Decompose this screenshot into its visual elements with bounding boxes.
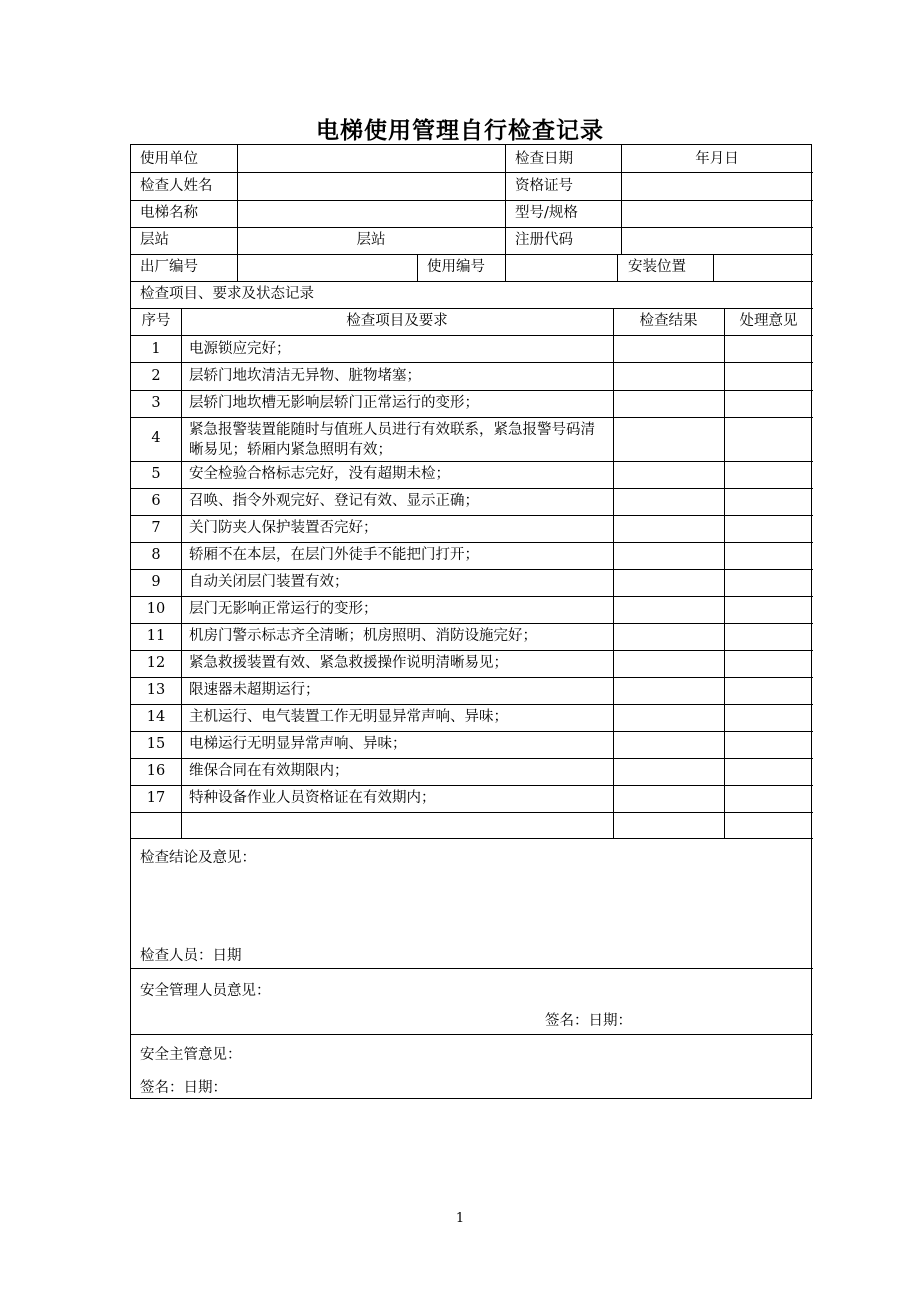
item-no: 14 [146,709,166,725]
item-no: 6 [151,493,161,509]
rule [131,227,813,228]
item-text: 自动关闭层门装置有效； [189,574,349,590]
item-no: 2 [151,368,161,384]
rule [131,281,813,282]
conclusion-label: 检查结论及意见： [140,850,256,866]
elevator-name-label: 电梯名称 [140,205,198,221]
item-text: 紧急救援装置有效、紧急救援操作说明清晰易见； [189,655,508,671]
rule [131,254,813,255]
item-no: 10 [146,601,166,617]
rule [131,200,813,201]
item-no: 11 [146,628,166,644]
item-text: 召唤、指令外观完好、登记有效、显示正确； [189,493,479,509]
item-no: 8 [151,547,161,563]
rule [181,308,182,838]
rule [713,254,714,281]
rule [131,1034,813,1035]
safety-director-sign: 签名：日期： [140,1080,227,1096]
rule [131,758,813,759]
rule [131,650,813,651]
item-no: 4 [151,430,161,446]
item-text: 电源锁应完好； [189,341,291,357]
rule [131,417,813,418]
rule [131,335,813,336]
inspection-form [130,144,812,1099]
item-text: 层轿门地坎槽无影响层轿门正常运行的变形； [189,395,479,411]
rule [505,145,506,281]
check-date-label: 检查日期 [515,151,573,167]
rule [131,542,813,543]
rule [131,731,813,732]
item-text: 紧急报警装置能随时与值班人员进行有效联系，紧急报警号码清晰易见；轿厢内紧急照明有效； [189,422,595,458]
rule [131,515,813,516]
rule [131,704,813,705]
rule [131,968,813,969]
safety-manager-label: 安全管理人员意见： [140,983,271,999]
header-item: 检查项目及要求 [346,313,448,329]
item-no: 17 [146,790,166,806]
item-text: 层门无影响正常运行的变形； [189,601,378,617]
item-text: 维保合同在有效期限内； [189,763,349,779]
rule [617,254,618,281]
item-no: 13 [146,682,166,698]
rule [131,172,813,173]
floors-value: 层站 [356,232,386,248]
item-no: 7 [151,520,161,536]
header-opinion: 处理意见 [739,313,798,329]
page-number: 1 [455,1211,465,1226]
check-date-value: 年月日 [695,151,739,167]
item-no: 5 [151,466,161,482]
model-label: 型号/规格 [515,205,578,221]
rule [131,838,813,839]
page-title: 电梯使用管理自行检查记录 [316,118,604,144]
rule [724,308,725,838]
rule [131,308,813,309]
rule [131,390,813,391]
section-label: 检查项目、要求及状态记录 [140,286,314,302]
reg-code-label: 注册代码 [515,232,573,248]
rule [131,812,813,813]
item-no: 1 [151,341,161,357]
item-text: 轿厢不在本层，在层门外徒手不能把门打开； [189,547,479,563]
rule [237,254,238,281]
floors-label: 层站 [140,232,169,248]
use-no-label: 使用编号 [427,259,485,275]
item-text: 主机运行、电气装置工作无明显异常声响、异味； [189,709,508,725]
item-no: 12 [146,655,166,671]
rule [131,362,813,363]
header-result: 检查结果 [639,313,698,329]
rule [131,785,813,786]
header-no: 序号 [141,313,171,329]
factory-no-label: 出厂编号 [140,259,198,275]
rule [131,461,813,462]
item-text: 安全检验合格标志完好，没有超期未检； [189,466,450,482]
rule [417,254,418,281]
inspector-name-label: 检查人姓名 [140,178,213,194]
item-text: 机房门警示标志齐全清晰；机房照明、消防设施完好； [189,628,537,644]
rule [131,623,813,624]
rule [613,308,614,838]
item-text: 电梯运行无明显异常声响、异味； [189,736,407,752]
safety-director-label: 安全主管意见： [140,1047,242,1063]
item-text: 关门防夹人保护装置否完好； [189,520,378,536]
item-text: 层轿门地坎清洁无异物、脏物堵塞； [189,368,421,384]
use-unit-label: 使用单位 [140,151,198,167]
item-no: 15 [146,736,166,752]
item-text: 限速器未超期运行； [189,682,320,698]
item-no: 9 [151,574,161,590]
install-location-label: 安装位置 [628,259,686,275]
inspector-date: 检查人员：日期 [140,948,242,964]
cert-no-label: 资格证号 [515,178,573,194]
item-text: 特种设备作业人员资格证在有效期内； [189,790,436,806]
item-no: 16 [146,763,166,779]
item-no: 3 [151,395,161,411]
rule [131,569,813,570]
rule [131,596,813,597]
rule [131,677,813,678]
rule [131,488,813,489]
safety-manager-sign: 签名：日期： [545,1013,632,1029]
